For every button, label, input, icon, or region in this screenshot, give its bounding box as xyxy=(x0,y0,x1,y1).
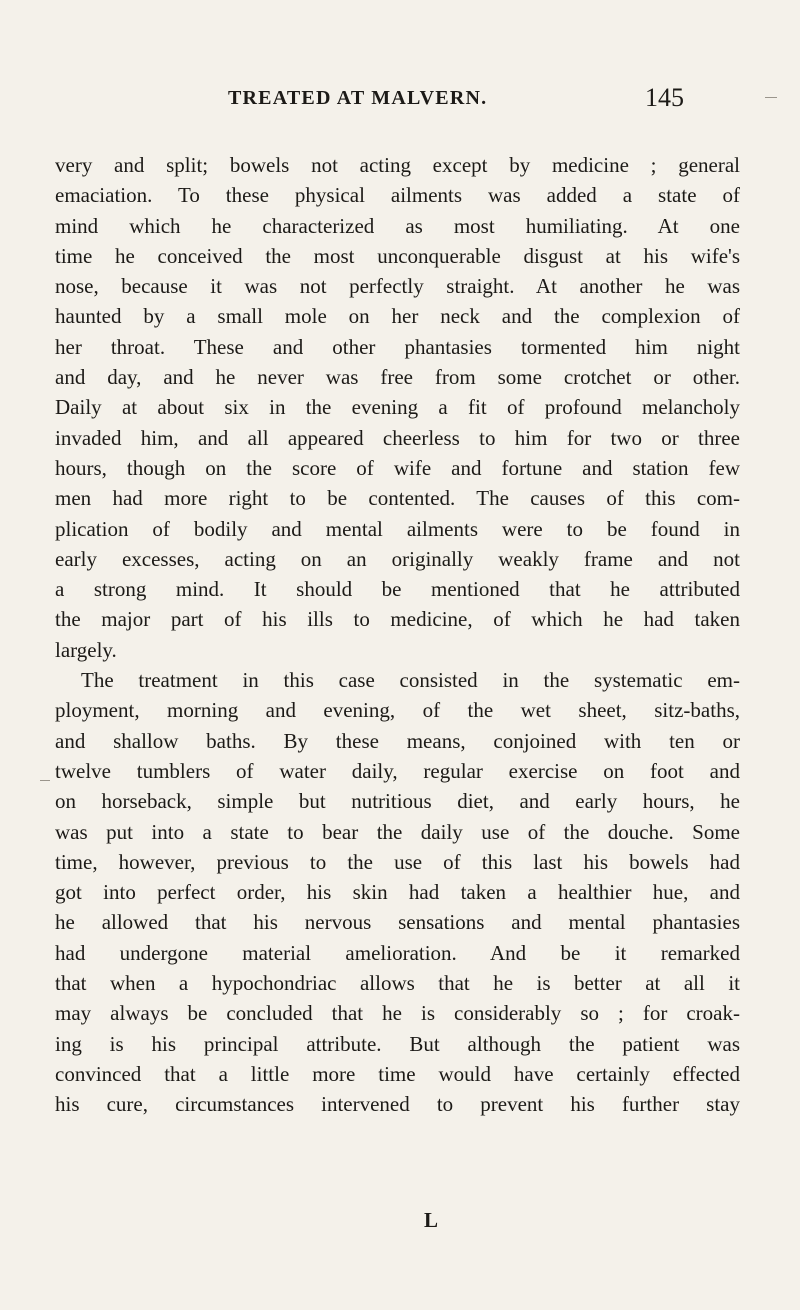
corner-mark xyxy=(765,97,777,98)
text-line: invaded him, and all appeared cheerless to him for two or three xyxy=(55,425,740,450)
text-line: the major part of his ills to medicine, of which he had taken xyxy=(55,607,740,632)
text-line: men had more right to be contented. The causes of this com- xyxy=(55,486,740,511)
text-line: and day, and he never was free from some crotchet or other. xyxy=(55,365,740,390)
text-line: convinced that a little more time would have certainly effected xyxy=(55,1061,740,1086)
text-line: a strong mind. It should be mentioned that he attributed xyxy=(55,577,740,602)
text-line: time, however, previous to the use of this last his bowels had xyxy=(55,849,740,874)
text-line: twelve tumblers of water daily, regular exercise on foot and xyxy=(55,758,740,783)
text-line: on horseback, simple but nutritious diet, and early hours, he xyxy=(55,789,740,814)
text-line: was put into a state to bear the daily use of the douche. Some xyxy=(55,819,740,844)
running-head xyxy=(0,83,800,117)
text-line: he allowed that his nervous sensations and mental phantasies xyxy=(55,910,740,935)
text-line: Daily at about six in the evening a fit of profound melancholy xyxy=(55,395,740,420)
text-line: time he conceived the most unconquerable disgust at his wife's xyxy=(55,243,740,268)
text-line: emaciation. To these physical ailments was added a state of xyxy=(55,183,740,208)
paragraph-start-line: The treatment in this case consisted in the systematic em- xyxy=(81,668,740,693)
text-line: had undergone material amelioration. And be it remarked xyxy=(55,940,740,965)
text-line: plication of bodily and mental ailments were to be found in xyxy=(55,516,740,541)
text-line: hours, though on the score of wife and fortune and station few xyxy=(55,455,740,480)
signature-mark: L xyxy=(424,1208,439,1232)
page-number: 145 xyxy=(645,83,684,112)
text-line: ployment, morning and evening, of the wet sheet, sitz-baths, xyxy=(55,698,740,723)
text-line: and shallow baths. By these means, conjoined with ten or xyxy=(55,728,740,753)
text-line: got into perfect order, his skin had taken a healthier hue, and xyxy=(55,880,740,905)
text-line: ing is his principal attribute. But although the patient was xyxy=(55,1031,740,1056)
running-title: TREATED AT MALVERN. xyxy=(228,87,488,109)
text-line: her throat. These and other phantasies tormented him night xyxy=(55,334,740,359)
text-line: that when a hypochondriac allows that he is better at all it xyxy=(55,971,740,996)
margin-mark xyxy=(40,780,50,781)
text-line: early excesses, acting on an originally weakly frame and not xyxy=(55,546,740,571)
paragraph-end-line: largely. xyxy=(55,637,117,662)
text-line: haunted by a small mole on her neck and the complexion of xyxy=(55,304,740,329)
text-line: may always be concluded that he is considerably so ; for croak- xyxy=(55,1001,740,1026)
body-text xyxy=(55,150,740,1120)
text-line: mind which he characterized as most humiliating. At one xyxy=(55,213,740,238)
text-line: his cure, circumstances intervened to prevent his further stay xyxy=(55,1092,740,1117)
text-line: very and split; bowels not acting except by medicine ; general xyxy=(55,153,740,177)
text-line: nose, because it was not perfectly straight. At another he was xyxy=(55,274,740,299)
